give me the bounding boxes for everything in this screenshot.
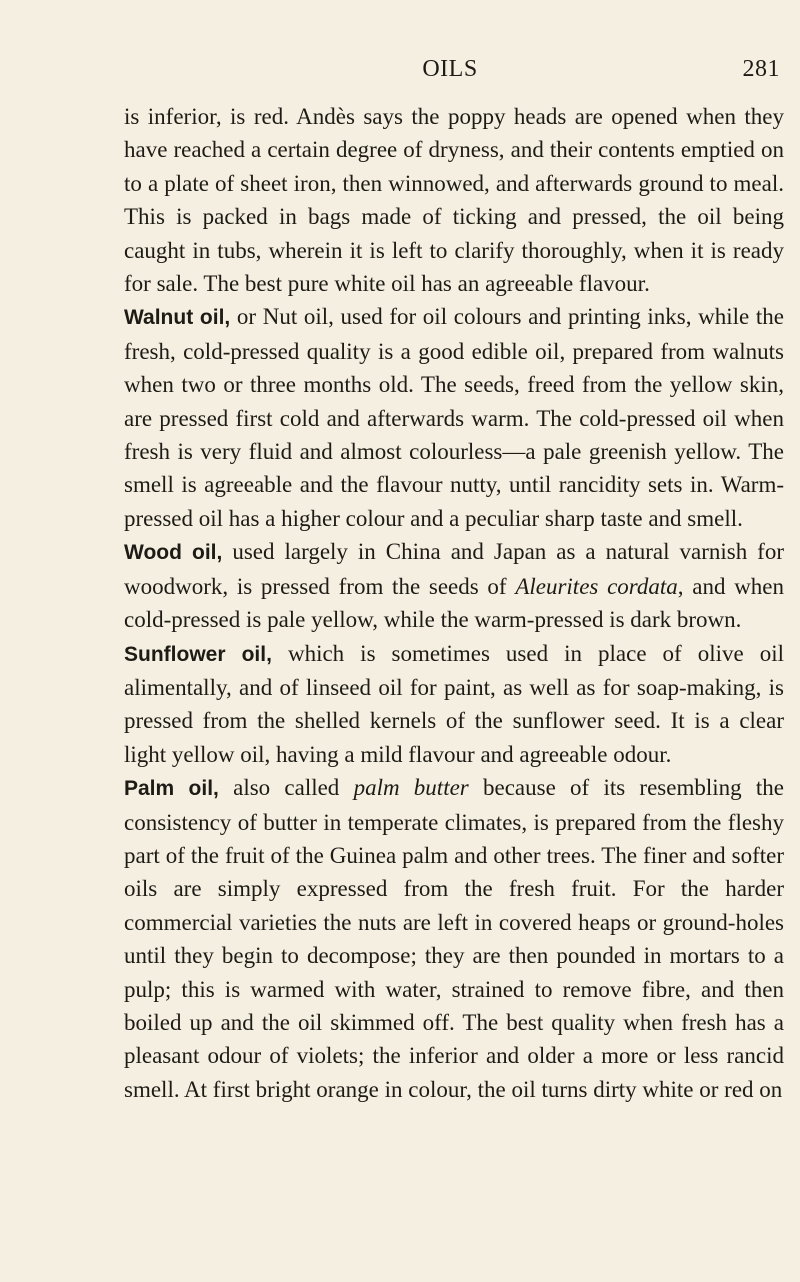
paragraph-text: or Nut oil, used for oil colours and printing inks, while the fresh, cold-pressed quality is a good edible oil, prepared from walnuts when two or three months old. The seeds, freed from the yellow skin, are pressed first cold and afterwards warm. The cold-pressed oil when fresh is very fluid and almost colourless—a pale greenish yellow. The smell is agreeable and the flavour nutty, until rancidity sets in. Warm-pressed oil has a higher colour and a peculiar sharp taste and smell.: [124, 304, 784, 531]
entry-heading-palm-oil: Palm oil,: [124, 777, 219, 801]
paragraph-text: is inferior, is red. Andès says the poppy heads are opened when they have reached a certain degree of dryness, and their contents emptied on to a plate of sheet iron, then winnowed, and afterwards ground to meal. This is packed in bags made of ticking and pressed, the oil being caught in tubs, wherein it is left to clarify thoroughly, when it is ready for sale. The best pure white oil has an agreeable flavour.: [124, 104, 784, 297]
paragraph-poppy-continued: [124, 100, 784, 300]
entry-heading-walnut-oil: Walnut oil,: [124, 306, 231, 330]
paragraph-wood-oil: [124, 535, 784, 636]
entry-heading-sunflower-oil: Sunflower oil,: [124, 642, 272, 666]
running-title: OILS: [422, 56, 478, 82]
paragraph-text: which is sometimes used in place of olive oil alimentally, and of linseed oil for paint, as well as for soap-making, is pressed from the shelled kernels of the sunflower seed. It is a clear light yellow oil, having a mild flavour and agreeable odour.: [124, 640, 784, 767]
species-name: Aleurites cordata: [515, 573, 678, 599]
entry-heading-wood-oil: Wood oil,: [124, 541, 223, 565]
body-text: [124, 100, 784, 1106]
paragraph-text: , and when cold-pressed is pale yellow, while the warm-pressed is dark brown.: [124, 573, 785, 633]
paragraph-text: because of its resembling the consistency of butter in temperate climates, is prepared from the fleshy part of the fruit of the Guinea palm and other trees. The finer and softer oils are simply expressed from the fresh fruit. For the harder commercial varieties the nuts are left in covered heaps or ground-holes until they begin to decompose; they are then pounded in mortars to a pulp; this is warmed with water, strained to remove fibre, and then boiled up and the oil skimmed off. The best quality when fresh has a pleasant odour of violets; the inferior and older a more or less rancid smell. At first bright orange in colour, the oil turns dirty white or red on: [124, 775, 784, 1102]
page-number: 281: [742, 56, 780, 82]
paragraph-text: used largely in China and Japan as a natural varnish for woodwork, is pressed from the seeds of: [124, 539, 785, 599]
paragraph-walnut-oil: [124, 300, 784, 535]
paragraph-palm-oil: [124, 771, 784, 1106]
running-head: [120, 56, 780, 86]
italic-term: palm butter: [353, 775, 469, 801]
paragraph-sunflower-oil: [124, 637, 784, 772]
paragraph-text: also called: [218, 775, 354, 801]
